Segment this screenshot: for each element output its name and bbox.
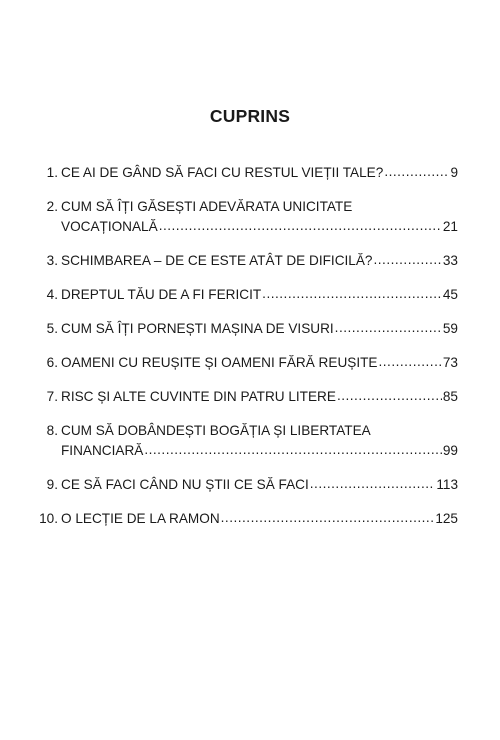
toc-entry-number: 6. bbox=[46, 355, 58, 370]
toc-entry-number: 9. bbox=[46, 477, 58, 492]
dot-leader bbox=[159, 216, 442, 236]
dot-leader bbox=[221, 508, 435, 528]
toc-entry-title: CUM SĂ ÎȚI PORNEȘTI MAȘINA DE VISURI bbox=[61, 321, 334, 336]
toc-entry-page: 33 bbox=[442, 253, 458, 268]
toc-entry-number: 1. bbox=[46, 165, 58, 180]
toc-entry-title: CUM SĂ ÎȚI GĂSEȘTI ADEVĂRATA UNICITATE bbox=[61, 199, 353, 214]
toc-entry-title: SCHIMBAREA – DE CE ESTE ATÂT DE DIFICILĂ? bbox=[61, 253, 373, 268]
toc-entry-title: RISC ȘI ALTE CUVINTE DIN PATRU LITERE bbox=[61, 389, 336, 404]
toc-entry-1[interactable] bbox=[28, 163, 458, 183]
toc-entry-3[interactable] bbox=[28, 251, 458, 271]
toc-entry-title: CE SĂ FACI CÂND NU ȘTII CE SĂ FACI bbox=[61, 477, 309, 492]
toc-entry-title: DREPTUL TĂU DE A FI FERICIT bbox=[61, 287, 262, 302]
toc-entry-4[interactable] bbox=[28, 285, 458, 305]
table-of-contents bbox=[28, 163, 458, 543]
toc-entry-number: 8. bbox=[46, 423, 58, 438]
toc-entry-number: 7. bbox=[46, 389, 58, 404]
toc-entry-page: 99 bbox=[442, 443, 458, 458]
toc-entry-5[interactable] bbox=[28, 319, 458, 339]
toc-entry-page: 45 bbox=[442, 287, 458, 302]
toc-entry-page: 85 bbox=[442, 389, 458, 404]
toc-entry-page: 73 bbox=[442, 355, 458, 370]
toc-entry-2[interactable] bbox=[28, 197, 458, 237]
toc-entry-number: 3. bbox=[46, 253, 58, 268]
toc-entry-page: 21 bbox=[442, 219, 458, 234]
dot-leader bbox=[384, 162, 449, 182]
toc-entry-page: 59 bbox=[442, 321, 458, 336]
toc-entry-title-continued: FINANCIARĂ bbox=[61, 443, 144, 458]
toc-entry-number: 5. bbox=[46, 321, 58, 336]
dot-leader bbox=[378, 352, 441, 372]
page-title: CUPRINS bbox=[209, 106, 291, 126]
toc-entry-number: 10. bbox=[39, 511, 58, 526]
toc-entry-title: OAMENI CU REUȘITE ȘI OAMENI FĂRĂ REUȘITE bbox=[61, 355, 378, 370]
dot-leader bbox=[144, 440, 442, 460]
toc-entry-10[interactable] bbox=[28, 509, 458, 529]
toc-entry-title: CUM SĂ DOBÂNDEȘTI BOGĂȚIA ȘI LIBERTATEA bbox=[61, 423, 371, 438]
toc-entry-9[interactable] bbox=[28, 475, 458, 495]
toc-entry-page: 9 bbox=[450, 165, 458, 180]
dot-leader bbox=[310, 474, 436, 494]
toc-entry-title: CE AI DE GÂND SĂ FACI CU RESTUL VIEȚII TALE? bbox=[61, 165, 384, 180]
dot-leader bbox=[337, 386, 442, 406]
toc-entry-7[interactable] bbox=[28, 387, 458, 407]
toc-entry-title: O LECȚIE DE LA RAMON bbox=[61, 511, 220, 526]
toc-entry-8[interactable] bbox=[28, 421, 458, 461]
toc-entry-number: 2. bbox=[46, 199, 58, 214]
dot-leader bbox=[335, 318, 442, 338]
dot-leader bbox=[373, 250, 441, 270]
toc-entry-number: 4. bbox=[46, 287, 58, 302]
toc-entry-title-continued: VOCAȚIONALĂ bbox=[61, 219, 158, 234]
toc-entry-page: 113 bbox=[436, 477, 458, 492]
dot-leader bbox=[262, 284, 442, 304]
toc-entry-6[interactable] bbox=[28, 353, 458, 373]
toc-entry-page: 125 bbox=[435, 511, 458, 526]
